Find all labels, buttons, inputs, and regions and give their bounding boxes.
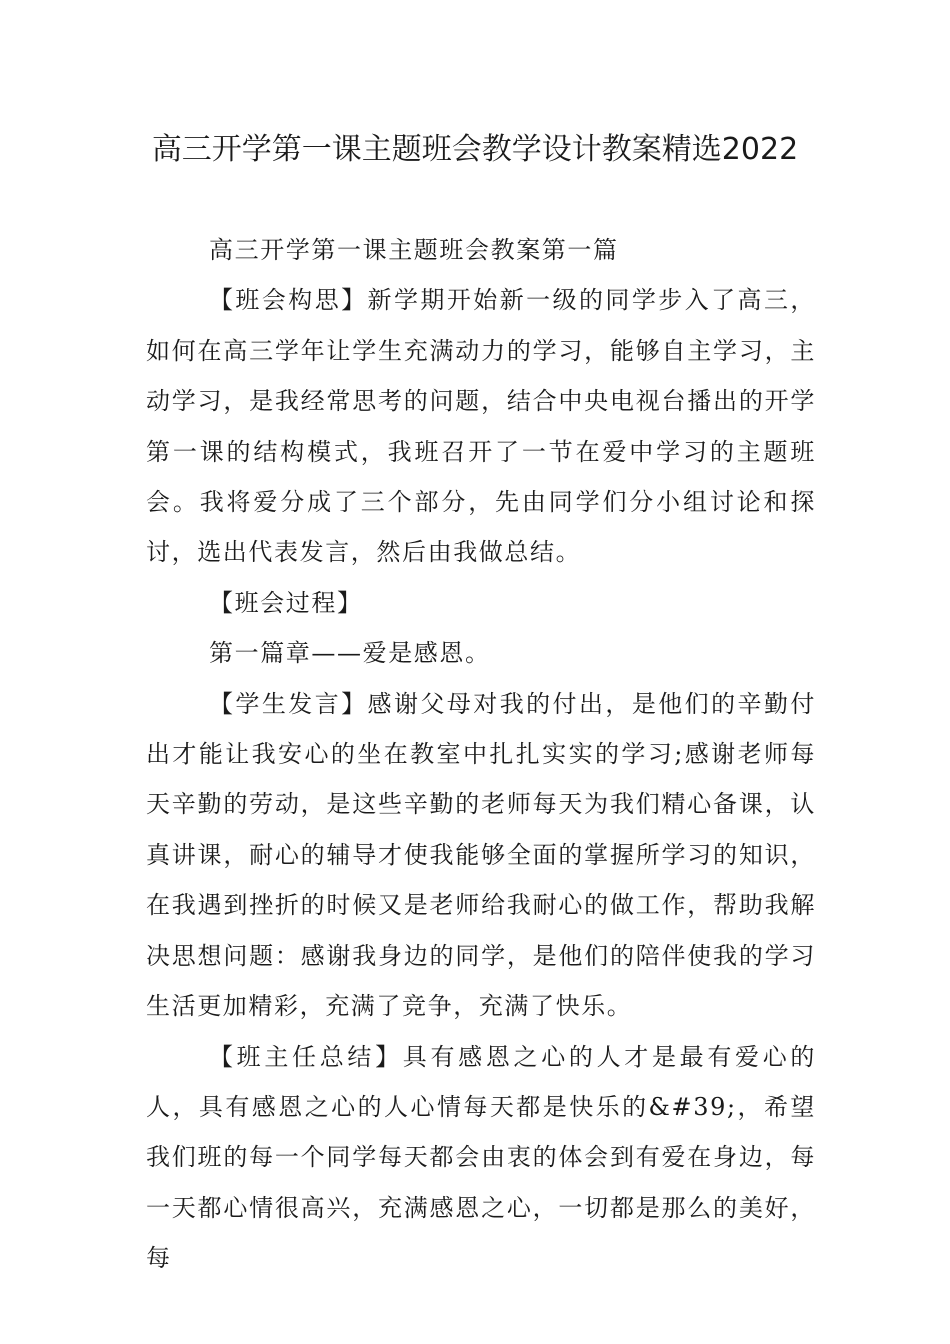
paragraph-chapter-one: 第一篇章——爱是感恩。 [209,639,491,668]
paragraph-class-process-heading: 【班会过程】 [209,588,363,617]
paragraph-teacher-summary: 【班主任总结】具有感恩之心的人才是最有爱心的人，具有感恩之心的人心情每天都是快乐的&#39;，希望我们班的每一个同学每天都会由衷的体会到有爱在身边，每一天都心情很高兴，充满感恩之心，一切都是那么的美好，每 [146,1042,816,1273]
document-title: 高三开学第一课主题班会教学设计教案精选2022 [151,132,799,167]
paragraph-class-concept: 【班会构思】新学期开始新一级的同学步入了高三，如何在高三学年让学生充满动力的学习，能够自主学习，主动学习，是我经常思考的问题，结合中央电视台播出的开学第一课的结构模式，我班召开了一节在爱中学习的主题班会。我将爱分成了三个部分，先由同学们分小组讨论和探讨，选出代表发言，然后由我做总结。 [146,286,816,567]
paragraph-student-speech: 【学生发言】感谢父母对我的付出，是他们的辛勤付出才能让我安心的坐在教室中扎扎实实的学习;感谢老师每天辛勤的劳动，是这些辛勤的老师每天为我们精心备课，认真讲课，耐心的辅导才使我能够全面的掌握所学习的知识，在我遇到挫折的时候又是老师给我耐心的做工作，帮助我解决思想问题：感谢我身边的同学，是他们的陪伴使我的学习生活更加精彩，充满了竞争，充满了快乐。 [146,689,816,1021]
document-body [146,225,816,1284]
section-heading: 高三开学第一课主题班会教案第一篇 [209,236,619,264]
